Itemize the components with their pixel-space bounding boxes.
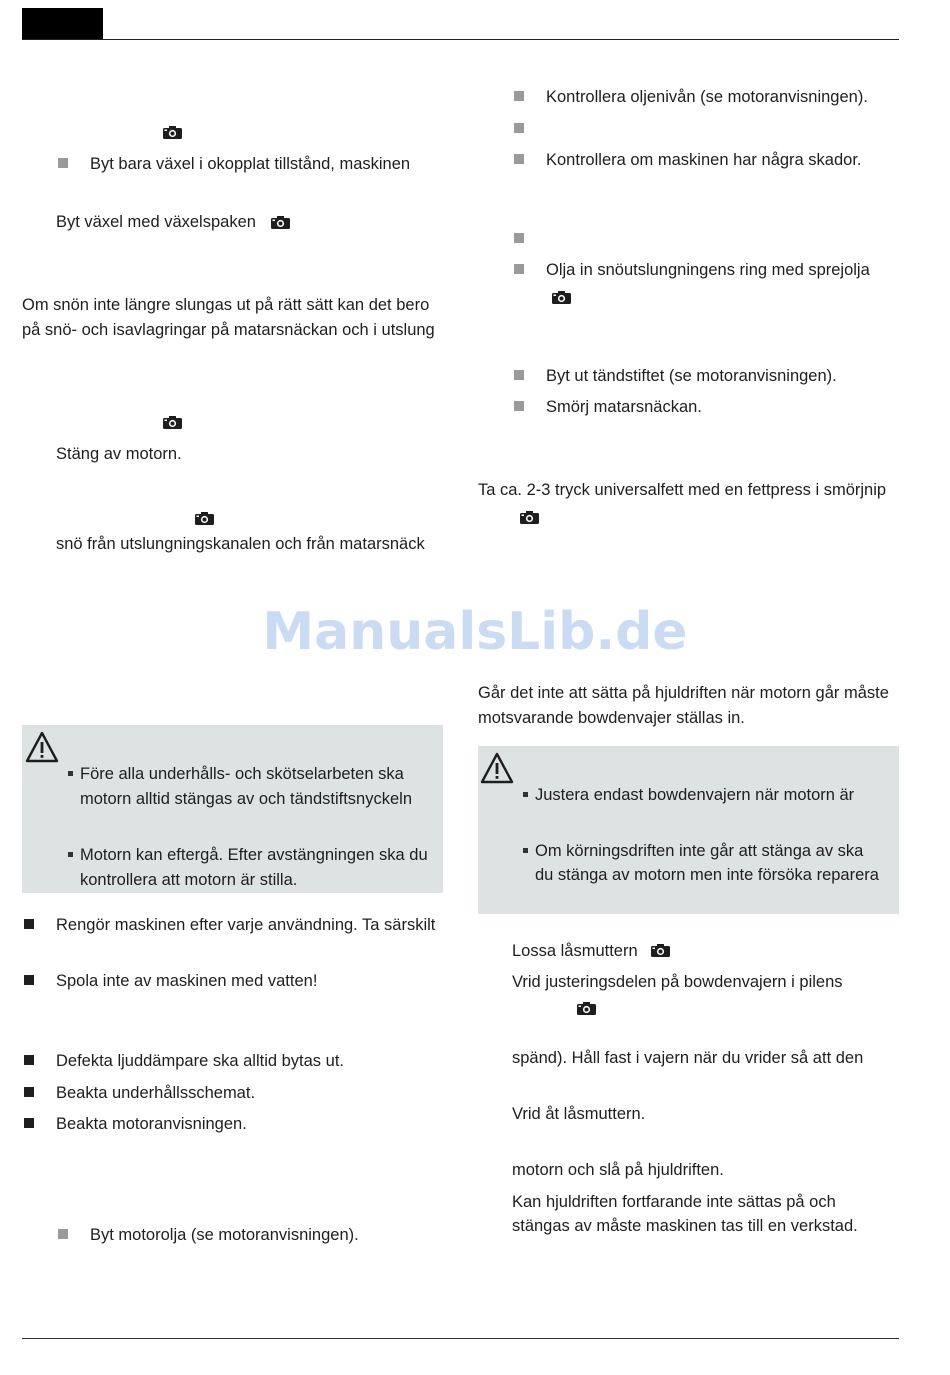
warning-left-2-line-1: Motorn kan eftergå. Efter avstängningen ska du: [80, 846, 428, 864]
spark-plug-text: Byt ut tändstiftet (se motoranvisningen).: [546, 367, 837, 385]
camera-icon: [552, 291, 571, 304]
start-engine-text: motorn och slå på hjuldriften.: [512, 1161, 724, 1179]
warning-right-2-line-1: Om körningsdriften inte går att stänga av ska: [535, 842, 864, 860]
square-bullet: [58, 1229, 68, 1239]
camera-icon: [577, 1002, 596, 1015]
square-bullet: [514, 264, 524, 274]
square-bullet: [514, 154, 524, 164]
header-black-tab: [22, 8, 103, 40]
warning-triangle-icon: [25, 731, 59, 763]
warning-triangle-icon: [480, 752, 514, 784]
square-bullet: [514, 370, 524, 380]
muffler-text: Defekta ljuddämpare ska alltid bytas ut.: [56, 1052, 344, 1070]
header-rule: [22, 39, 899, 40]
footer-rule: [22, 1338, 899, 1339]
square-bullet: [24, 1118, 34, 1128]
square-bullet: [58, 158, 68, 168]
square-bullet: [24, 1087, 34, 1097]
square-bullet: [514, 401, 524, 411]
workshop-line-2: stängas av måste maskinen tas till en verkstad.: [512, 1217, 858, 1235]
gear-step-text: Byt växel med växelspaken: [56, 213, 256, 231]
tighten-nut-text: Vrid åt låsmuttern.: [512, 1105, 646, 1123]
gear-bullet-text: Byt bara växel i okopplat tillstånd, maskinen: [90, 155, 411, 173]
camera-icon: [651, 944, 670, 957]
camera-icon: [163, 126, 182, 139]
watermark: ManualsLib.de: [262, 602, 688, 662]
turn-adjuster-text: Vrid justeringsdelen på bowdenvajern i pilens: [512, 973, 843, 991]
list-dot: [68, 852, 73, 857]
warning-right-2-line-2: du stänga av motorn men inte försöka reparera: [535, 866, 879, 884]
list-dot: [68, 771, 73, 776]
camera-icon: [195, 512, 214, 525]
warning-left-1-line-2: motorn alltid stängas av och tändstiftsnyckeln: [80, 790, 413, 808]
check-oil-text: Kontrollera oljenivån (se motoranvisningen).: [546, 88, 868, 106]
camera-icon: [163, 416, 182, 429]
check-damage-text: Kontrollera om maskinen har några skador.: [546, 151, 862, 169]
list-dot: [523, 792, 528, 797]
warning-left-2-line-2: kontrollera att motorn är stilla.: [80, 871, 298, 889]
change-oil-text: Byt motorolja (se motoranvisningen).: [90, 1226, 359, 1244]
wheel-intro-line-1: Går det inte att sätta på hjuldriften när motorn går måste: [478, 684, 889, 702]
warning-box-right: [478, 746, 899, 914]
square-bullet: [24, 919, 34, 929]
snow-intro-line-2: på snö- och isavlagringar på matarsnäckan och i utslung: [22, 321, 435, 339]
camera-icon: [520, 511, 539, 524]
wheel-intro-line-2: motsvarande bowdenvajer ställas in.: [478, 709, 745, 727]
loosen-nut-text: Lossa låsmuttern: [512, 942, 638, 960]
clean-machine-text: Rengör maskinen efter varje användning. Ta särskilt: [56, 916, 436, 934]
camera-icon: [271, 216, 290, 229]
schedule-text: Beakta underhållsschemat.: [56, 1084, 256, 1102]
stop-engine-text: Stäng av motorn.: [56, 445, 182, 463]
remove-snow-text: snö från utslungningskanalen och från matarsnäck: [56, 535, 425, 553]
grease-text: Ta ca. 2-3 tryck universalfett med en fettpress i smörjnip: [478, 481, 887, 499]
square-bullet: [24, 1055, 34, 1065]
lubricate-text: Smörj matarsnäckan.: [546, 398, 702, 416]
square-bullet: [514, 233, 524, 243]
list-dot: [523, 848, 528, 853]
workshop-line-1: Kan hjuldriften fortfarande inte sättas på och: [512, 1193, 836, 1211]
snow-intro-line-1: Om snön inte längre slungas ut på rätt sätt kan det bero: [22, 296, 430, 314]
warning-right-1: Justera endast bowdenvajern när motorn är: [535, 786, 855, 804]
square-bullet: [24, 975, 34, 985]
square-bullet: [514, 123, 524, 133]
oil-ring-text: Olja in snöutslungningens ring med sprejolja: [546, 261, 870, 279]
square-bullet: [514, 91, 524, 101]
warning-left-1-line-1: Före alla underhålls- och skötselarbeten ska: [80, 765, 404, 783]
engine-manual-text: Beakta motoranvisningen.: [56, 1115, 247, 1133]
no-water-text: Spola inte av maskinen med vatten!: [56, 972, 318, 990]
tensioned-text: spänd). Håll fast i vajern när du vrider så att den: [512, 1049, 864, 1067]
